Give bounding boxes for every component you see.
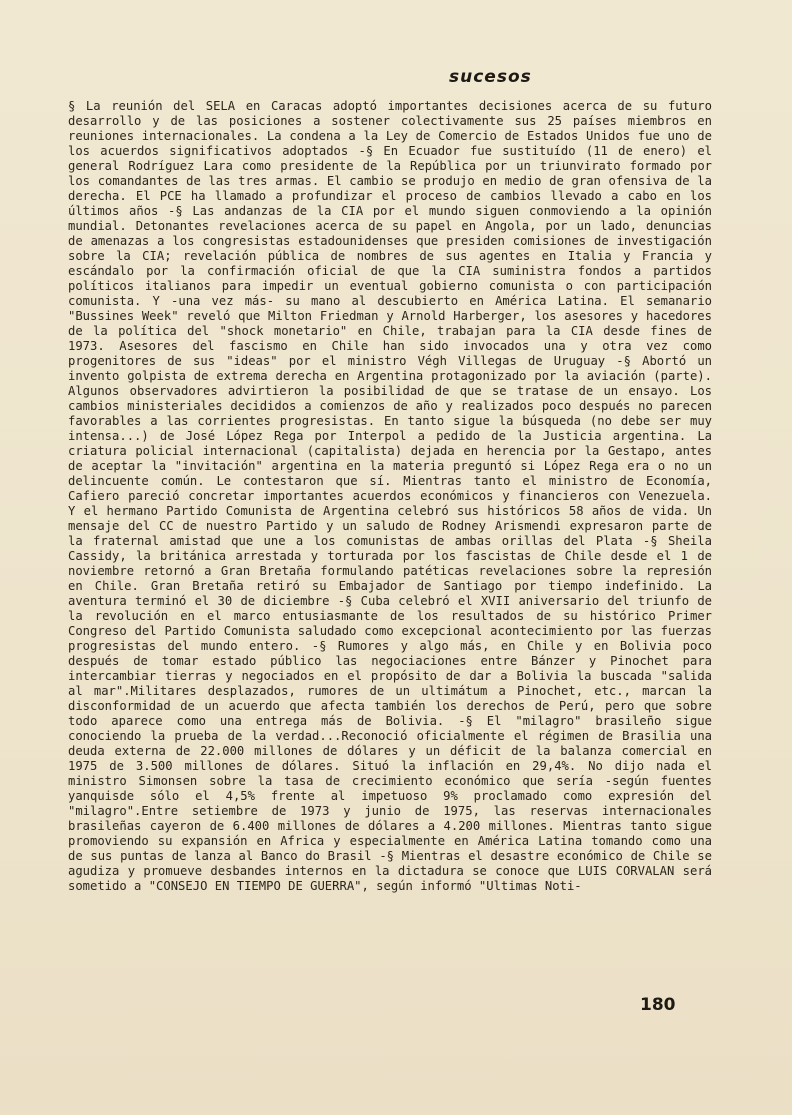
page-number: 180: [640, 995, 676, 1015]
article-body: § La reunión del SELA en Caracas adoptó importantes decisiones acerca de su futuro desarrollo y de las posiciones a sostener colectivamente sus 25 países miembros en reuniones internacionales. La condena a la Ley de Comercio de Estados Unidos fue uno de los acuerdos significativos adoptados -§ En Ecuador fue sustituído (11 de enero) el general Rodríguez Lara como presidente de la República por un triunvirato formado por los comandantes de las tres armas. El cambio se produjo en medio de gran ofensiva de la derecha. El PCE ha llamado a profundizar el proceso de cambios llevado a cabo en los últimos años -§ Las andanzas de la CIA por el mundo siguen conmoviendo a la opinión mundial. Detonantes revelaciones acerca de su papel en Angola, por un lado, denuncias de amenazas a los congresistas estadounidenses que presiden comisiones de investigación sobre la CIA; revelación pública de nombres de sus agentes en Italia y Francia y escándalo por la confirmación oficial de que la CIA suministra fondos a partidos políticos italianos para impedir un eventual gobierno comunista o con participación comunista. Y -una vez más- su mano al descubierto en América Latina. El semanario "Bussines Week" reveló que Milton Friedman y Arnold Harberger, los asesores y hacedores de la política del "shock monetario" en Chile, trabajan para la CIA desde fines de 1973. Asesores del fascismo en Chile han sido invocados una y otra vez como progenitores de sus "ideas" por el ministro Végh Villegas de Uruguay -§ Abortó un invento golpista de extrema derecha en Argentina protagonizado por la aviación (parte). Algunos observadores advirtieron la posibilidad de que se tratase de un ensayo. Los cambios ministeriales decididos a comienzos de año y realizados poco después no parecen favorables a las corrientes progresistas. En tanto sigue la búsqueda (no debe ser muy intensa...) de José López Rega por Interpol a pedido de la Justicia argentina. La criatura policial internacional (capitalista) dejada en herencia por la Gestapo, antes de aceptar la "invitación" argentina en la materia preguntó si López Rega era o no un delincuente común. Le contestaron que sí. Mientras tanto el ministro de Economía, Cafiero pareció concretar importantes acuerdos económicos y financieros con Venezuela. Y el hermano Partido Comunista de Argentina celebró sus históricos 58 años de vida. Un mensaje del CC de nuestro Partido y un saludo de Rodney Arismendi expresaron parte de la fraternal amistad que une a los comunistas de ambas orillas del Plata -§ Sheila Cassidy, la británica arrestada y torturada por los fascistas de Chile desde el 1 de noviembre retornó a Gran Bretaña formulando patéticas revelaciones sobre la represión en Chile. Gran Bretaña retiró su Embajador de Santiago por tiempo indefinido. La aventura terminó el 30 de diciembre -§ Cuba celebró el XVII aniversario del triunfo de la revolución en el marco entusiasmante de los resultados de su histórico Primer Congreso del Partido Comunista saludado como excepcional acontecimiento por las fuerzas progresistas del mundo entero. -§ Rumores y algo más, en Chile y en Bolivia poco después de tomar estado público las negociaciones entre Bánzer y Pinochet para intercambiar tierras y negociados en el propósito de dar a Bolivia la buscada "salida al mar".Militares desplazados, rumores de un ultimátum a Pinochet, etc., marcan la disconformidad de un acuerdo que afecta también los derechos de Perú, pero que sobre todo aparece como una entrega más de Bolivia. -§ El "milagro" brasileño sigue conociendo la prueba de la verdad...Reconoció oficialmente el régimen de Brasilia una deuda externa de 22.000 millones de dólares y un déficit de la balanza comercial en 1975 de 3.500 millones de dólares. Situó la inflación en 29,4%. No dijo nada el ministro Simonsen sobre la tasa de crecimiento económico que sería -según fuentes yanquisde sólo el 4,5% frente al impetuoso 9% proclamado como expresión del "milagro".Entre setiembre de 1973 y junio de 1975, las reservas internacionales brasileñas cayeron de 6.400 millones de dólares a 4.200 millones. Mientras tanto sigue promoviendo su expansión en Africa y especialmente en América Latina tomando como una de sus puntas de lanza al Banco do Brasil -§ Mientras el desastre económico de Chile se agudiza y promueve desbandes internos en la dictadura se conoce que LUIS CORVALAN será sometido a "CONSEJO EN TIEMPO DE GUERRA", según informó "Ultimas Noti-: [68, 99, 712, 893]
section-title: sucesos: [449, 67, 532, 87]
